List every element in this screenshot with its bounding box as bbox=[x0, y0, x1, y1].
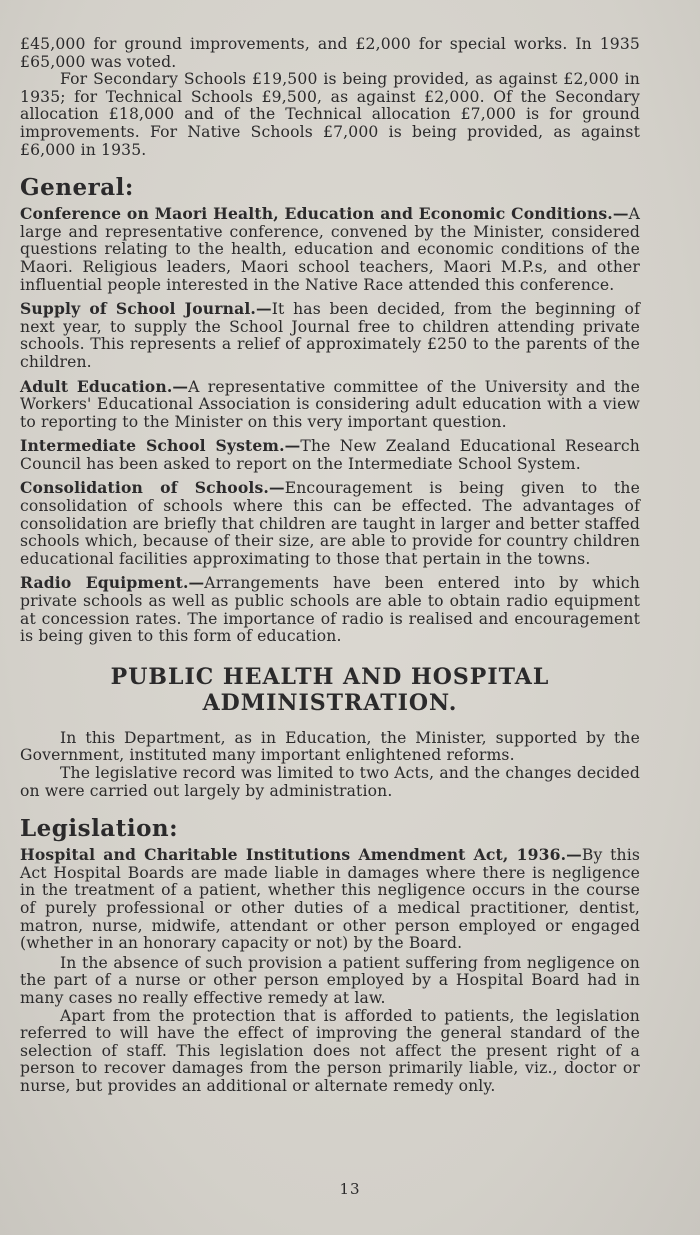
general-item-school-journal bbox=[20, 300, 640, 371]
item-lead: Conference on Maori Health, Education and Economic Conditions.— bbox=[20, 204, 629, 224]
item-text: Encouragement is being given to the consolidation of schools where this can be effected. The advantages of consolidation are briefly that children are taught in larger and better staffed schools which, because of their size, are able to provide for country children educational facilities approximating to those that pertain in the towns. bbox=[20, 479, 640, 568]
general-heading: General: bbox=[20, 174, 134, 202]
public-health-heading-line-1: PUBLIC HEALTH AND HOSPITAL bbox=[110, 663, 550, 690]
item-text: The New Zealand Educational Research Council has been asked to report on the Intermediate School System. bbox=[20, 437, 640, 473]
public-health-heading-line-2: ADMINISTRATION. bbox=[202, 689, 458, 716]
item-text: A large and representative conference, convened by the Minister, considered questions relating to the health, education and economic conditions of the Maori. Religious leaders, Maori school teachers, Maori M.P.s, and other influential people interested in the Native Race attended this conference. bbox=[20, 205, 640, 294]
act-text: By this Act Hospital Boards are made liable in damages where there is negligence in the treatment of a patient, whether this negligence occurs in the course of purely professional or other duties of a medical practitioner, dentist, matron, nurse, midwife, attendant or other person employed or engaged (whether in an honorary capacity or not) by the Board. bbox=[20, 846, 640, 953]
item-text: A representative committee of the University and the Workers' Educational Association is considering adult education with a view to reporting to the Minister on this very important question. bbox=[20, 377, 640, 431]
item-lead: Intermediate School System.— bbox=[20, 436, 301, 456]
general-item-consolidation bbox=[20, 479, 640, 568]
item-text: Arrangements have been entered into by which private schools as well as public schools are able to obtain radio equipment at concession rates. The importance of radio is realised and encouragement is being given to this form of education. bbox=[20, 574, 640, 646]
intro-paragraph-2: For Secondary Schools £19,500 is being provided, as against £2,000 in 1935; for Technical Schools £9,500, as against £2,000. Of the Secondary allocation £18,000 and of the Technical allocation £7,000 is for ground improvements. For Native Schools £7,000 is being provided, as against £6,000 in 1935. bbox=[20, 70, 640, 159]
general-item-radio-equipment bbox=[20, 574, 640, 645]
item-lead: Adult Education.— bbox=[20, 376, 189, 396]
general-item-adult-education bbox=[20, 378, 640, 432]
general-item-maori-conference bbox=[20, 205, 640, 294]
page-number: 13 bbox=[339, 1180, 361, 1198]
public-health-heading bbox=[20, 664, 640, 716]
legislation-hospital-act bbox=[20, 846, 640, 953]
act-title: Hospital and Charitable Institutions Amendment Act, 1936.— bbox=[20, 845, 582, 865]
item-lead: Supply of School Journal.— bbox=[20, 299, 272, 319]
legislation-heading: Legislation: bbox=[20, 815, 179, 843]
item-text: It has been decided, from the beginning of next year, to supply the School Journal free to children attending private schools. This represents a relief of approximately £250 to the parents of the children. bbox=[20, 300, 640, 371]
legislation-paragraph-2: In the absence of such provision a patient suffering from negligence on the part of a nurse or other person employed by a Hospital Board had in many cases no really effective remedy at law. bbox=[20, 953, 640, 1007]
public-health-paragraph-1: In this Department, as in Education, the Minister, supported by the Government, instituted many important enlightened reforms. bbox=[20, 728, 640, 765]
public-health-paragraph-2: The legislative record was limited to two Acts, and the changes decided on were carried out largely by administration. bbox=[20, 764, 640, 800]
general-item-intermediate-school bbox=[20, 437, 640, 473]
legislation-paragraph-3: Apart from the protection that is afforded to patients, the legislation referred to will have the effect of improving the general standard of the selection of staff. This legislation does not affect the present right of a person to recover damages from the person primarily liable, viz., doctor or nurse, but provides an additional or alternate remedy only. bbox=[20, 1006, 640, 1095]
item-lead: Consolidation of Schools.— bbox=[20, 478, 285, 498]
intro-paragraph-1: £45,000 for ground improvements, and £2,000 for special works. In 1935 £65,000 was voted. bbox=[20, 35, 640, 71]
item-lead: Radio Equipment.— bbox=[20, 573, 205, 593]
